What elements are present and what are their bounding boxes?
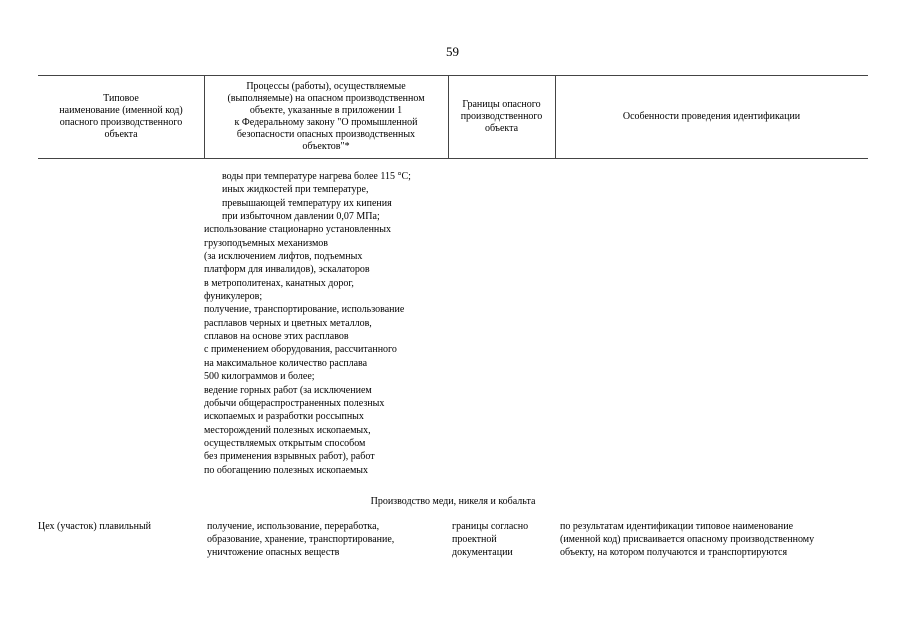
text-line: получение, транспортирование, использование — [204, 304, 405, 316]
text-line: по обогащению полезных ископаемых — [204, 464, 368, 476]
text-line: при избыточном давлении 0,07 МПа; — [222, 211, 380, 223]
text-line: 500 килограммов и более; — [204, 371, 315, 383]
text-line: с применением оборудования, рассчитанного — [204, 344, 397, 356]
text-line: сплавов на основе этих расплавов — [204, 331, 349, 343]
row-identification-features: по результатам идентификации типовое наименование (именной код) присваивается опасному производственному объекту, на котором получаются и транспортируются — [560, 521, 815, 558]
row-object-name: Цех (участок) плавильный — [38, 521, 152, 532]
text-line: месторождений полезных ископаемых, — [204, 424, 371, 436]
page-number: 59 — [446, 44, 459, 59]
row-boundaries: границы согласно проектной документации — [452, 521, 529, 558]
header-identification-features: Особенности проведения идентификации — [622, 111, 801, 122]
text-line: грузоподъемных механизмов — [204, 237, 329, 249]
text-line: добычи общераспространенных полезных — [204, 397, 385, 409]
text-line: расплавов черных и цветных металлов, — [204, 317, 372, 329]
text-line: воды при температуре нагрева более 115 °С; — [222, 171, 411, 182]
text-line: фуникулеров; — [204, 291, 263, 303]
header-boundaries: Границы опасного производственного объекта — [460, 99, 543, 134]
header-object-name: Типовое наименование (именной код) опасного производственного объекта — [59, 93, 183, 140]
text-line: платформ для инвалидов), эскалаторов — [204, 264, 370, 276]
text-line: превышающей температуру их кипения — [222, 197, 392, 209]
text-line: (за исключением лифтов, подъемных — [204, 251, 363, 263]
text-line: на максимальное количество расплава — [204, 357, 368, 369]
text-line: использование стационарно установленных — [204, 224, 391, 236]
text-line: иных жидкостей при температуре, — [222, 184, 369, 196]
table-header-bottom-rule — [38, 158, 868, 159]
text-line: ископаемых и разработки россыпных — [204, 411, 364, 423]
row-processes: получение, использование, переработка, образование, хранение, транспортирование, уничтожение опасных веществ — [207, 521, 395, 558]
text-line: осуществляемых открытым способом — [204, 437, 366, 449]
header-processes: Процессы (работы), осуществляемые (выполняемые) на опасном производственном объекте, указанные в приложении 1 к Федеральному закону "О промышленной безопасности опасных производственных объектов"* — [227, 81, 425, 152]
text-line: в метрополитенах, канатных дорог, — [204, 277, 354, 289]
section-title: Производство меди, никеля и кобальта — [370, 496, 536, 507]
text-line: ведение горных работ (за исключением — [204, 384, 372, 396]
text-line: без применения взрывных работ), работ — [204, 451, 375, 463]
continued-process-text — [204, 170, 452, 477]
